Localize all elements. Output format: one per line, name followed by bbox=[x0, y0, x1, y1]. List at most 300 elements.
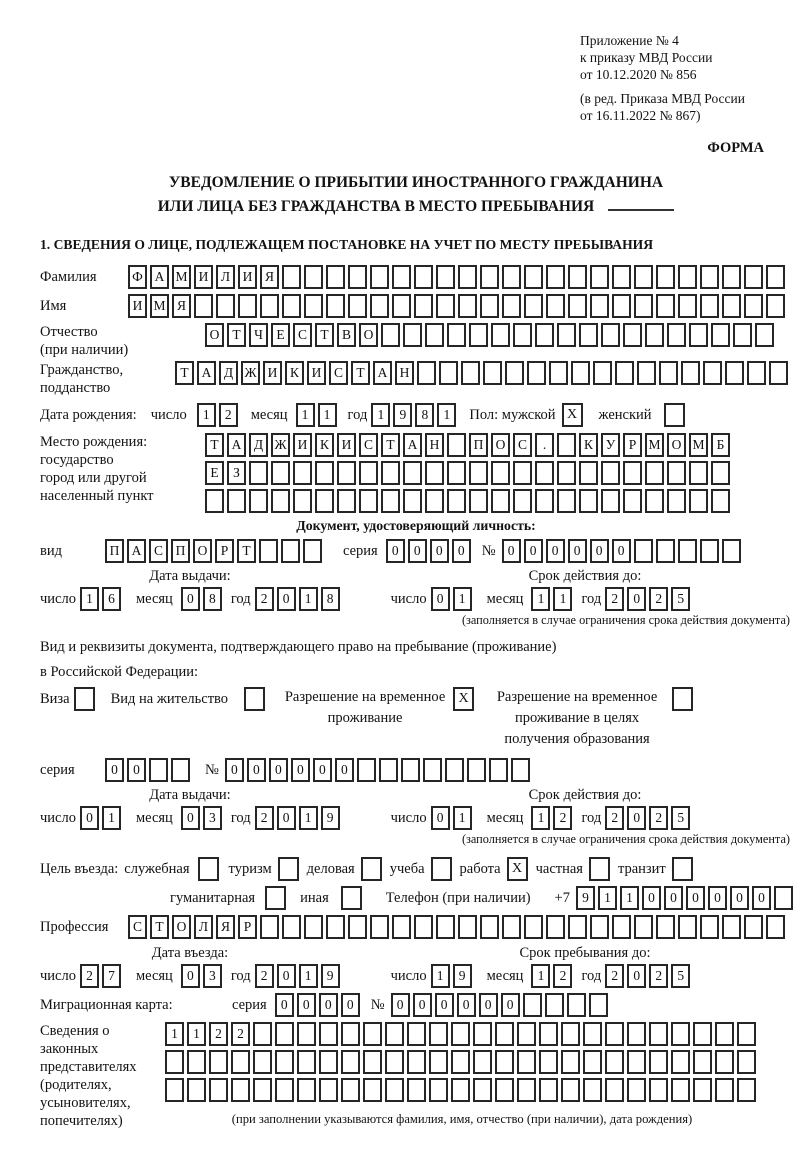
char-cell[interactable] bbox=[149, 758, 168, 782]
char-cell[interactable]: И bbox=[307, 361, 326, 385]
char-cell[interactable]: А bbox=[197, 361, 216, 385]
char-cell[interactable]: Н bbox=[395, 361, 414, 385]
char-cell[interactable] bbox=[546, 294, 565, 318]
char-cell[interactable] bbox=[579, 489, 598, 513]
char-cell[interactable]: 0 bbox=[627, 806, 646, 830]
char-cell[interactable] bbox=[722, 294, 741, 318]
char-cell[interactable] bbox=[297, 1022, 316, 1046]
char-cell[interactable] bbox=[524, 915, 543, 939]
char-cell[interactable] bbox=[495, 1022, 514, 1046]
char-cell[interactable] bbox=[671, 1022, 690, 1046]
char-cell[interactable]: С bbox=[293, 323, 312, 347]
char-cell[interactable] bbox=[627, 1050, 646, 1074]
char-cell[interactable]: М bbox=[172, 265, 191, 289]
char-cell[interactable]: 0 bbox=[386, 539, 405, 563]
char-cell[interactable] bbox=[524, 294, 543, 318]
char-cell[interactable]: 0 bbox=[181, 587, 200, 611]
char-cell[interactable]: 2 bbox=[209, 1022, 228, 1046]
char-cell[interactable]: Ж bbox=[241, 361, 260, 385]
char-cell[interactable] bbox=[535, 323, 554, 347]
char-cell[interactable] bbox=[593, 361, 612, 385]
char-cell[interactable] bbox=[601, 461, 620, 485]
char-cell[interactable]: Д bbox=[219, 361, 238, 385]
char-cell[interactable] bbox=[766, 294, 785, 318]
char-cell[interactable]: 7 bbox=[102, 964, 121, 988]
char-cell[interactable] bbox=[359, 461, 378, 485]
char-cell[interactable] bbox=[253, 1050, 272, 1074]
char-cell[interactable]: Е bbox=[271, 323, 290, 347]
char-cell[interactable] bbox=[671, 1050, 690, 1074]
char-cell[interactable] bbox=[649, 1050, 668, 1074]
char-cell[interactable] bbox=[623, 461, 642, 485]
char-cell[interactable]: 2 bbox=[80, 964, 99, 988]
char-cell[interactable] bbox=[659, 361, 678, 385]
char-cell[interactable] bbox=[392, 294, 411, 318]
char-cell[interactable] bbox=[590, 265, 609, 289]
char-cell[interactable] bbox=[645, 489, 664, 513]
char-cell[interactable] bbox=[539, 1078, 558, 1102]
char-cell[interactable] bbox=[711, 461, 730, 485]
char-cell[interactable] bbox=[458, 265, 477, 289]
char-cell[interactable] bbox=[480, 915, 499, 939]
temp-residence-edu-checkbox[interactable] bbox=[672, 687, 693, 711]
purpose-private-checkbox[interactable] bbox=[589, 857, 610, 881]
char-cell[interactable] bbox=[583, 1078, 602, 1102]
char-cell[interactable]: 2 bbox=[255, 806, 274, 830]
char-cell[interactable] bbox=[513, 323, 532, 347]
char-cell[interactable]: 9 bbox=[321, 806, 340, 830]
char-cell[interactable]: 1 bbox=[197, 403, 216, 427]
char-cell[interactable] bbox=[326, 294, 345, 318]
char-cell[interactable]: 0 bbox=[127, 758, 146, 782]
char-cell[interactable] bbox=[612, 915, 631, 939]
char-cell[interactable]: 0 bbox=[686, 886, 705, 910]
char-cell[interactable] bbox=[523, 993, 542, 1017]
char-cell[interactable] bbox=[568, 265, 587, 289]
char-cell[interactable]: О bbox=[491, 433, 510, 457]
char-cell[interactable]: 1 bbox=[299, 806, 318, 830]
char-cell[interactable] bbox=[165, 1078, 184, 1102]
char-cell[interactable]: 0 bbox=[391, 993, 410, 1017]
char-cell[interactable] bbox=[458, 294, 477, 318]
char-cell[interactable] bbox=[769, 361, 788, 385]
char-cell[interactable] bbox=[517, 1022, 536, 1046]
purpose-humanitarian-checkbox[interactable] bbox=[265, 886, 286, 910]
char-cell[interactable] bbox=[612, 265, 631, 289]
char-cell[interactable] bbox=[293, 489, 312, 513]
char-cell[interactable] bbox=[491, 489, 510, 513]
char-cell[interactable] bbox=[304, 294, 323, 318]
char-cell[interactable]: 0 bbox=[524, 539, 543, 563]
char-cell[interactable] bbox=[545, 993, 564, 1017]
char-cell[interactable] bbox=[615, 361, 634, 385]
char-cell[interactable] bbox=[524, 265, 543, 289]
char-cell[interactable]: Я bbox=[260, 265, 279, 289]
char-cell[interactable] bbox=[557, 433, 576, 457]
char-cell[interactable]: 0 bbox=[627, 587, 646, 611]
char-cell[interactable]: 0 bbox=[277, 806, 296, 830]
char-cell[interactable] bbox=[590, 915, 609, 939]
char-cell[interactable] bbox=[370, 294, 389, 318]
char-cell[interactable] bbox=[315, 461, 334, 485]
char-cell[interactable]: 2 bbox=[649, 806, 668, 830]
char-cell[interactable] bbox=[678, 539, 697, 563]
char-cell[interactable] bbox=[209, 1050, 228, 1074]
char-cell[interactable] bbox=[505, 361, 524, 385]
char-cell[interactable] bbox=[722, 265, 741, 289]
char-cell[interactable] bbox=[348, 294, 367, 318]
char-cell[interactable]: 0 bbox=[181, 964, 200, 988]
char-cell[interactable]: 0 bbox=[546, 539, 565, 563]
char-cell[interactable]: О bbox=[667, 433, 686, 457]
char-cell[interactable]: 0 bbox=[269, 758, 288, 782]
char-cell[interactable] bbox=[363, 1050, 382, 1074]
char-cell[interactable] bbox=[392, 915, 411, 939]
char-cell[interactable]: 0 bbox=[752, 886, 771, 910]
char-cell[interactable] bbox=[341, 1022, 360, 1046]
char-cell[interactable]: 0 bbox=[341, 993, 360, 1017]
char-cell[interactable] bbox=[249, 461, 268, 485]
char-cell[interactable] bbox=[568, 294, 587, 318]
char-cell[interactable]: 2 bbox=[231, 1022, 250, 1046]
char-cell[interactable]: 6 bbox=[102, 587, 121, 611]
purpose-study-checkbox[interactable] bbox=[431, 857, 452, 881]
char-cell[interactable] bbox=[527, 361, 546, 385]
char-cell[interactable]: 0 bbox=[568, 539, 587, 563]
char-cell[interactable] bbox=[483, 361, 502, 385]
char-cell[interactable] bbox=[451, 1022, 470, 1046]
purpose-transit-checkbox[interactable] bbox=[672, 857, 693, 881]
char-cell[interactable] bbox=[260, 294, 279, 318]
char-cell[interactable] bbox=[425, 323, 444, 347]
char-cell[interactable] bbox=[590, 294, 609, 318]
char-cell[interactable] bbox=[363, 1078, 382, 1102]
char-cell[interactable] bbox=[513, 489, 532, 513]
char-cell[interactable] bbox=[436, 915, 455, 939]
char-cell[interactable] bbox=[667, 489, 686, 513]
char-cell[interactable] bbox=[281, 539, 300, 563]
char-cell[interactable] bbox=[480, 294, 499, 318]
char-cell[interactable] bbox=[722, 915, 741, 939]
char-cell[interactable]: 0 bbox=[708, 886, 727, 910]
char-cell[interactable] bbox=[253, 1022, 272, 1046]
char-cell[interactable] bbox=[414, 915, 433, 939]
char-cell[interactable] bbox=[700, 294, 719, 318]
char-cell[interactable] bbox=[249, 489, 268, 513]
char-cell[interactable] bbox=[445, 758, 464, 782]
char-cell[interactable] bbox=[480, 265, 499, 289]
char-cell[interactable]: 0 bbox=[181, 806, 200, 830]
char-cell[interactable] bbox=[517, 1050, 536, 1074]
char-cell[interactable] bbox=[337, 461, 356, 485]
char-cell[interactable]: 1 bbox=[531, 587, 550, 611]
char-cell[interactable] bbox=[744, 265, 763, 289]
char-cell[interactable]: 0 bbox=[501, 993, 520, 1017]
char-cell[interactable] bbox=[209, 1078, 228, 1102]
char-cell[interactable] bbox=[535, 461, 554, 485]
purpose-other-checkbox[interactable] bbox=[341, 886, 362, 910]
char-cell[interactable]: 0 bbox=[664, 886, 683, 910]
char-cell[interactable]: . bbox=[535, 433, 554, 457]
char-cell[interactable] bbox=[678, 915, 697, 939]
char-cell[interactable]: 8 bbox=[321, 587, 340, 611]
char-cell[interactable]: 2 bbox=[255, 587, 274, 611]
char-cell[interactable] bbox=[282, 294, 301, 318]
char-cell[interactable] bbox=[381, 489, 400, 513]
char-cell[interactable]: 2 bbox=[553, 964, 572, 988]
char-cell[interactable] bbox=[385, 1050, 404, 1074]
char-cell[interactable] bbox=[407, 1022, 426, 1046]
char-cell[interactable] bbox=[319, 1078, 338, 1102]
char-cell[interactable]: И bbox=[263, 361, 282, 385]
char-cell[interactable] bbox=[656, 294, 675, 318]
char-cell[interactable]: И bbox=[128, 294, 147, 318]
char-cell[interactable] bbox=[414, 265, 433, 289]
char-cell[interactable]: 1 bbox=[165, 1022, 184, 1046]
char-cell[interactable] bbox=[535, 489, 554, 513]
char-cell[interactable]: 2 bbox=[605, 806, 624, 830]
char-cell[interactable] bbox=[315, 489, 334, 513]
char-cell[interactable]: Т bbox=[175, 361, 194, 385]
char-cell[interactable]: 2 bbox=[605, 964, 624, 988]
char-cell[interactable]: Ж bbox=[271, 433, 290, 457]
char-cell[interactable] bbox=[304, 265, 323, 289]
char-cell[interactable] bbox=[623, 323, 642, 347]
char-cell[interactable] bbox=[561, 1078, 580, 1102]
char-cell[interactable] bbox=[165, 1050, 184, 1074]
char-cell[interactable]: М bbox=[689, 433, 708, 457]
char-cell[interactable] bbox=[370, 265, 389, 289]
char-cell[interactable] bbox=[403, 489, 422, 513]
char-cell[interactable] bbox=[425, 489, 444, 513]
char-cell[interactable]: И bbox=[238, 265, 257, 289]
char-cell[interactable]: 0 bbox=[642, 886, 661, 910]
purpose-business-checkbox[interactable] bbox=[361, 857, 382, 881]
char-cell[interactable]: К bbox=[315, 433, 334, 457]
char-cell[interactable] bbox=[700, 539, 719, 563]
char-cell[interactable]: Т bbox=[315, 323, 334, 347]
char-cell[interactable]: 1 bbox=[102, 806, 121, 830]
char-cell[interactable] bbox=[439, 361, 458, 385]
char-cell[interactable] bbox=[260, 915, 279, 939]
char-cell[interactable] bbox=[733, 323, 752, 347]
char-cell[interactable] bbox=[774, 886, 793, 910]
char-cell[interactable]: 0 bbox=[612, 539, 631, 563]
char-cell[interactable] bbox=[467, 758, 486, 782]
char-cell[interactable]: 0 bbox=[627, 964, 646, 988]
char-cell[interactable]: 0 bbox=[275, 993, 294, 1017]
char-cell[interactable] bbox=[401, 758, 420, 782]
char-cell[interactable] bbox=[601, 489, 620, 513]
char-cell[interactable] bbox=[656, 265, 675, 289]
char-cell[interactable] bbox=[348, 265, 367, 289]
char-cell[interactable] bbox=[231, 1078, 250, 1102]
char-cell[interactable] bbox=[583, 1022, 602, 1046]
char-cell[interactable]: 1 bbox=[299, 964, 318, 988]
char-cell[interactable]: А bbox=[127, 539, 146, 563]
char-cell[interactable] bbox=[634, 265, 653, 289]
char-cell[interactable] bbox=[385, 1078, 404, 1102]
char-cell[interactable] bbox=[469, 323, 488, 347]
char-cell[interactable] bbox=[539, 1022, 558, 1046]
char-cell[interactable] bbox=[326, 915, 345, 939]
char-cell[interactable] bbox=[693, 1078, 712, 1102]
char-cell[interactable] bbox=[275, 1022, 294, 1046]
char-cell[interactable] bbox=[495, 1078, 514, 1102]
char-cell[interactable]: В bbox=[337, 323, 356, 347]
char-cell[interactable] bbox=[451, 1078, 470, 1102]
char-cell[interactable]: Я bbox=[216, 915, 235, 939]
char-cell[interactable] bbox=[429, 1078, 448, 1102]
char-cell[interactable] bbox=[737, 1078, 756, 1102]
char-cell[interactable] bbox=[423, 758, 442, 782]
char-cell[interactable] bbox=[747, 361, 766, 385]
char-cell[interactable] bbox=[403, 461, 422, 485]
char-cell[interactable]: К bbox=[579, 433, 598, 457]
char-cell[interactable] bbox=[403, 323, 422, 347]
char-cell[interactable] bbox=[319, 1022, 338, 1046]
char-cell[interactable] bbox=[627, 1078, 646, 1102]
char-cell[interactable]: 1 bbox=[620, 886, 639, 910]
residence-permit-checkbox[interactable] bbox=[244, 687, 265, 711]
char-cell[interactable] bbox=[275, 1050, 294, 1074]
char-cell[interactable] bbox=[656, 539, 675, 563]
char-cell[interactable] bbox=[634, 915, 653, 939]
char-cell[interactable] bbox=[348, 915, 367, 939]
char-cell[interactable]: 0 bbox=[335, 758, 354, 782]
char-cell[interactable] bbox=[231, 1050, 250, 1074]
char-cell[interactable] bbox=[557, 461, 576, 485]
char-cell[interactable]: 2 bbox=[649, 587, 668, 611]
char-cell[interactable] bbox=[649, 1078, 668, 1102]
char-cell[interactable]: Т bbox=[227, 323, 246, 347]
char-cell[interactable]: Р bbox=[623, 433, 642, 457]
char-cell[interactable]: 2 bbox=[255, 964, 274, 988]
char-cell[interactable]: Т bbox=[205, 433, 224, 457]
char-cell[interactable] bbox=[567, 993, 586, 1017]
char-cell[interactable] bbox=[589, 993, 608, 1017]
char-cell[interactable]: 1 bbox=[187, 1022, 206, 1046]
char-cell[interactable] bbox=[253, 1078, 272, 1102]
char-cell[interactable] bbox=[414, 294, 433, 318]
char-cell[interactable]: И bbox=[194, 265, 213, 289]
char-cell[interactable] bbox=[513, 461, 532, 485]
char-cell[interactable] bbox=[557, 323, 576, 347]
char-cell[interactable]: О bbox=[359, 323, 378, 347]
char-cell[interactable]: И bbox=[293, 433, 312, 457]
char-cell[interactable] bbox=[568, 915, 587, 939]
char-cell[interactable] bbox=[681, 361, 700, 385]
char-cell[interactable]: 9 bbox=[453, 964, 472, 988]
char-cell[interactable] bbox=[357, 758, 376, 782]
char-cell[interactable]: 1 bbox=[553, 587, 572, 611]
char-cell[interactable]: 5 bbox=[671, 806, 690, 830]
char-cell[interactable] bbox=[489, 758, 508, 782]
char-cell[interactable]: 0 bbox=[408, 539, 427, 563]
char-cell[interactable] bbox=[425, 461, 444, 485]
char-cell[interactable] bbox=[557, 489, 576, 513]
char-cell[interactable]: Н bbox=[425, 433, 444, 457]
char-cell[interactable] bbox=[667, 461, 686, 485]
char-cell[interactable] bbox=[645, 461, 664, 485]
char-cell[interactable] bbox=[502, 294, 521, 318]
char-cell[interactable]: 0 bbox=[431, 806, 450, 830]
char-cell[interactable] bbox=[549, 361, 568, 385]
char-cell[interactable] bbox=[711, 489, 730, 513]
char-cell[interactable]: 1 bbox=[531, 964, 550, 988]
char-cell[interactable]: Л bbox=[194, 915, 213, 939]
char-cell[interactable] bbox=[326, 265, 345, 289]
char-cell[interactable] bbox=[341, 1050, 360, 1074]
char-cell[interactable]: 2 bbox=[605, 587, 624, 611]
char-cell[interactable] bbox=[303, 539, 322, 563]
char-cell[interactable] bbox=[678, 265, 697, 289]
char-cell[interactable]: 9 bbox=[576, 886, 595, 910]
char-cell[interactable]: П bbox=[171, 539, 190, 563]
char-cell[interactable] bbox=[379, 758, 398, 782]
char-cell[interactable]: Б bbox=[711, 433, 730, 457]
char-cell[interactable] bbox=[458, 915, 477, 939]
char-cell[interactable] bbox=[429, 1050, 448, 1074]
char-cell[interactable] bbox=[447, 489, 466, 513]
char-cell[interactable]: 5 bbox=[671, 964, 690, 988]
char-cell[interactable] bbox=[715, 1022, 734, 1046]
char-cell[interactable]: А bbox=[403, 433, 422, 457]
char-cell[interactable] bbox=[319, 1050, 338, 1074]
char-cell[interactable] bbox=[436, 294, 455, 318]
char-cell[interactable] bbox=[711, 323, 730, 347]
char-cell[interactable] bbox=[491, 323, 510, 347]
char-cell[interactable] bbox=[447, 323, 466, 347]
char-cell[interactable] bbox=[417, 361, 436, 385]
char-cell[interactable]: 1 bbox=[531, 806, 550, 830]
char-cell[interactable]: 0 bbox=[277, 587, 296, 611]
char-cell[interactable]: 0 bbox=[430, 539, 449, 563]
char-cell[interactable] bbox=[447, 433, 466, 457]
char-cell[interactable] bbox=[473, 1078, 492, 1102]
char-cell[interactable] bbox=[715, 1078, 734, 1102]
char-cell[interactable] bbox=[304, 915, 323, 939]
char-cell[interactable] bbox=[700, 915, 719, 939]
char-cell[interactable] bbox=[671, 1078, 690, 1102]
char-cell[interactable]: 0 bbox=[319, 993, 338, 1017]
char-cell[interactable] bbox=[469, 489, 488, 513]
char-cell[interactable] bbox=[634, 539, 653, 563]
char-cell[interactable] bbox=[656, 915, 675, 939]
char-cell[interactable] bbox=[495, 1050, 514, 1074]
char-cell[interactable]: 0 bbox=[502, 539, 521, 563]
char-cell[interactable]: 0 bbox=[435, 993, 454, 1017]
char-cell[interactable] bbox=[689, 489, 708, 513]
char-cell[interactable]: Т bbox=[351, 361, 370, 385]
char-cell[interactable]: С bbox=[329, 361, 348, 385]
char-cell[interactable]: А bbox=[150, 265, 169, 289]
char-cell[interactable]: 0 bbox=[291, 758, 310, 782]
char-cell[interactable] bbox=[194, 294, 213, 318]
char-cell[interactable]: У bbox=[601, 433, 620, 457]
char-cell[interactable] bbox=[634, 294, 653, 318]
char-cell[interactable] bbox=[407, 1078, 426, 1102]
char-cell[interactable]: С bbox=[149, 539, 168, 563]
char-cell[interactable] bbox=[601, 323, 620, 347]
char-cell[interactable] bbox=[271, 489, 290, 513]
char-cell[interactable]: Т bbox=[381, 433, 400, 457]
char-cell[interactable] bbox=[546, 915, 565, 939]
char-cell[interactable] bbox=[725, 361, 744, 385]
char-cell[interactable]: С bbox=[128, 915, 147, 939]
char-cell[interactable]: 1 bbox=[80, 587, 99, 611]
char-cell[interactable]: П bbox=[105, 539, 124, 563]
